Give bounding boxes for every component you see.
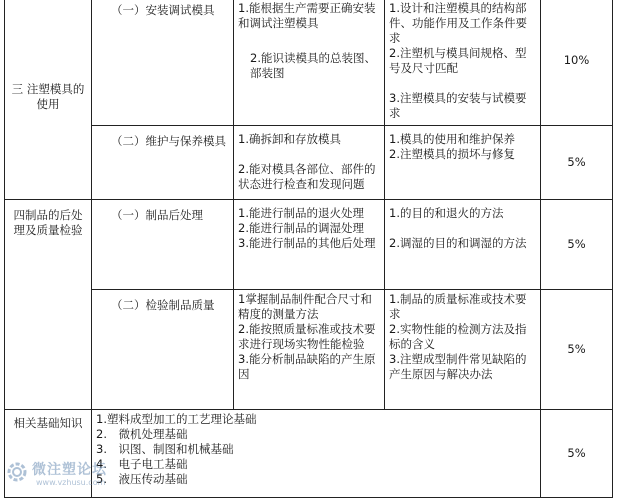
skill-item: 2.能进行制品的调湿处理 (238, 221, 364, 235)
weight-value: 5% (567, 342, 586, 356)
skills-cell (234, 126, 385, 200)
gear-logo-icon (6, 461, 28, 483)
skill-item: 2.能识读模具的总装图、部装图 (250, 51, 376, 80)
weight-cell (541, 290, 613, 410)
basics-item: 4. 电子电工基础 (96, 457, 188, 471)
content-cell (92, 0, 234, 126)
knowledge-item: 3.注塑成型制件常见缺陷的产生原因与解决办法 (389, 352, 527, 381)
category-cell (5, 0, 92, 200)
knowledge-item: 1.的目的和退火的方法 (389, 206, 504, 220)
watermark-title: 微注塑论坛 (32, 462, 107, 478)
content-label: （一）制品后处理 (111, 208, 203, 222)
weight-cell (541, 126, 613, 200)
content-label: （二）检验制品质量 (111, 298, 215, 312)
knowledge-item: 2.调湿的目的和调湿的方法 (389, 236, 527, 250)
skills-cell (234, 0, 385, 126)
content-cell (92, 200, 234, 290)
content-cell (92, 126, 234, 200)
weight-cell (541, 200, 613, 290)
watermark-url: www.vzhusu.com (36, 478, 106, 487)
weight-cell (541, 410, 613, 498)
content-cell (92, 290, 234, 410)
table-row (5, 0, 613, 126)
weight-cell (541, 0, 613, 126)
skill-item: 1.确拆卸和存放模具 (238, 132, 341, 146)
knowledge-item: 2.注塑模具的损坏与修复 (389, 147, 515, 161)
category-cell (5, 200, 92, 410)
knowledge-item: 3.注塑模具的安装与试模要求 (389, 91, 527, 120)
knowledge-cell (385, 290, 541, 410)
knowledge-item: 2.注塑机与模具间规格、型号及尺寸匹配 (389, 46, 527, 75)
table-row (5, 200, 613, 290)
content-label: （二）维护与保养模具 (111, 134, 226, 148)
basics-item: 5. 液压传动基础 (96, 472, 188, 486)
skill-item: 1掌握制品制件配合尺寸和精度的测量方法 (238, 292, 372, 321)
weight-value: 5% (567, 446, 586, 460)
skill-item: 1.能根据生产需要正确安装和调试注塑模具 (238, 1, 376, 30)
category-label: 三 注塑模具的使用 (11, 82, 85, 111)
weight-value: 10% (563, 52, 590, 67)
basics-item: 3. 识图、制图和机械基础 (96, 442, 234, 456)
skills-cell (234, 200, 385, 290)
knowledge-cell (385, 200, 541, 290)
table-row (5, 290, 613, 410)
basics-item: 2. 微机处理基础 (96, 427, 188, 441)
skill-item: 3.能分析制品缺陷的产生原因 (238, 352, 376, 381)
basics-item: 1.塑料成型加工的工艺理论基础 (96, 412, 257, 426)
skill-item: 1.能进行制品的退火处理 (238, 206, 364, 220)
category-label: 相关基础知识 (13, 416, 83, 430)
knowledge-item: 1.模具的使用和维护保养 (389, 132, 515, 146)
knowledge-cell (385, 0, 541, 126)
category-label: 四制品的后处理及质量检验 (13, 208, 83, 237)
forum-watermark (4, 459, 124, 492)
weight-value: 5% (567, 237, 586, 251)
training-standard-table (4, 0, 613, 498)
content-label: （一）安装调试模具 (111, 3, 215, 17)
knowledge-item: 1.设计和注塑模具的结构部件、功能作用及工作条件要求 (389, 1, 527, 45)
knowledge-item: 2.实物性能的检测方法及指标的含义 (389, 322, 527, 351)
skill-item: 2.能对模具各部位、部件的状态进行检查和发现问题 (238, 162, 376, 191)
knowledge-cell (385, 126, 541, 200)
skills-cell (234, 290, 385, 410)
table-row (5, 126, 613, 200)
skill-item: 2.能按照质量标准或技术要求进行现场实物性能检验 (238, 322, 376, 351)
basics-list-cell (92, 410, 541, 498)
knowledge-item: 1.制品的质量标准或技术要求 (389, 292, 527, 321)
skill-item: 3.能进行制品的其他后处理 (238, 236, 376, 250)
weight-value: 5% (567, 155, 586, 169)
